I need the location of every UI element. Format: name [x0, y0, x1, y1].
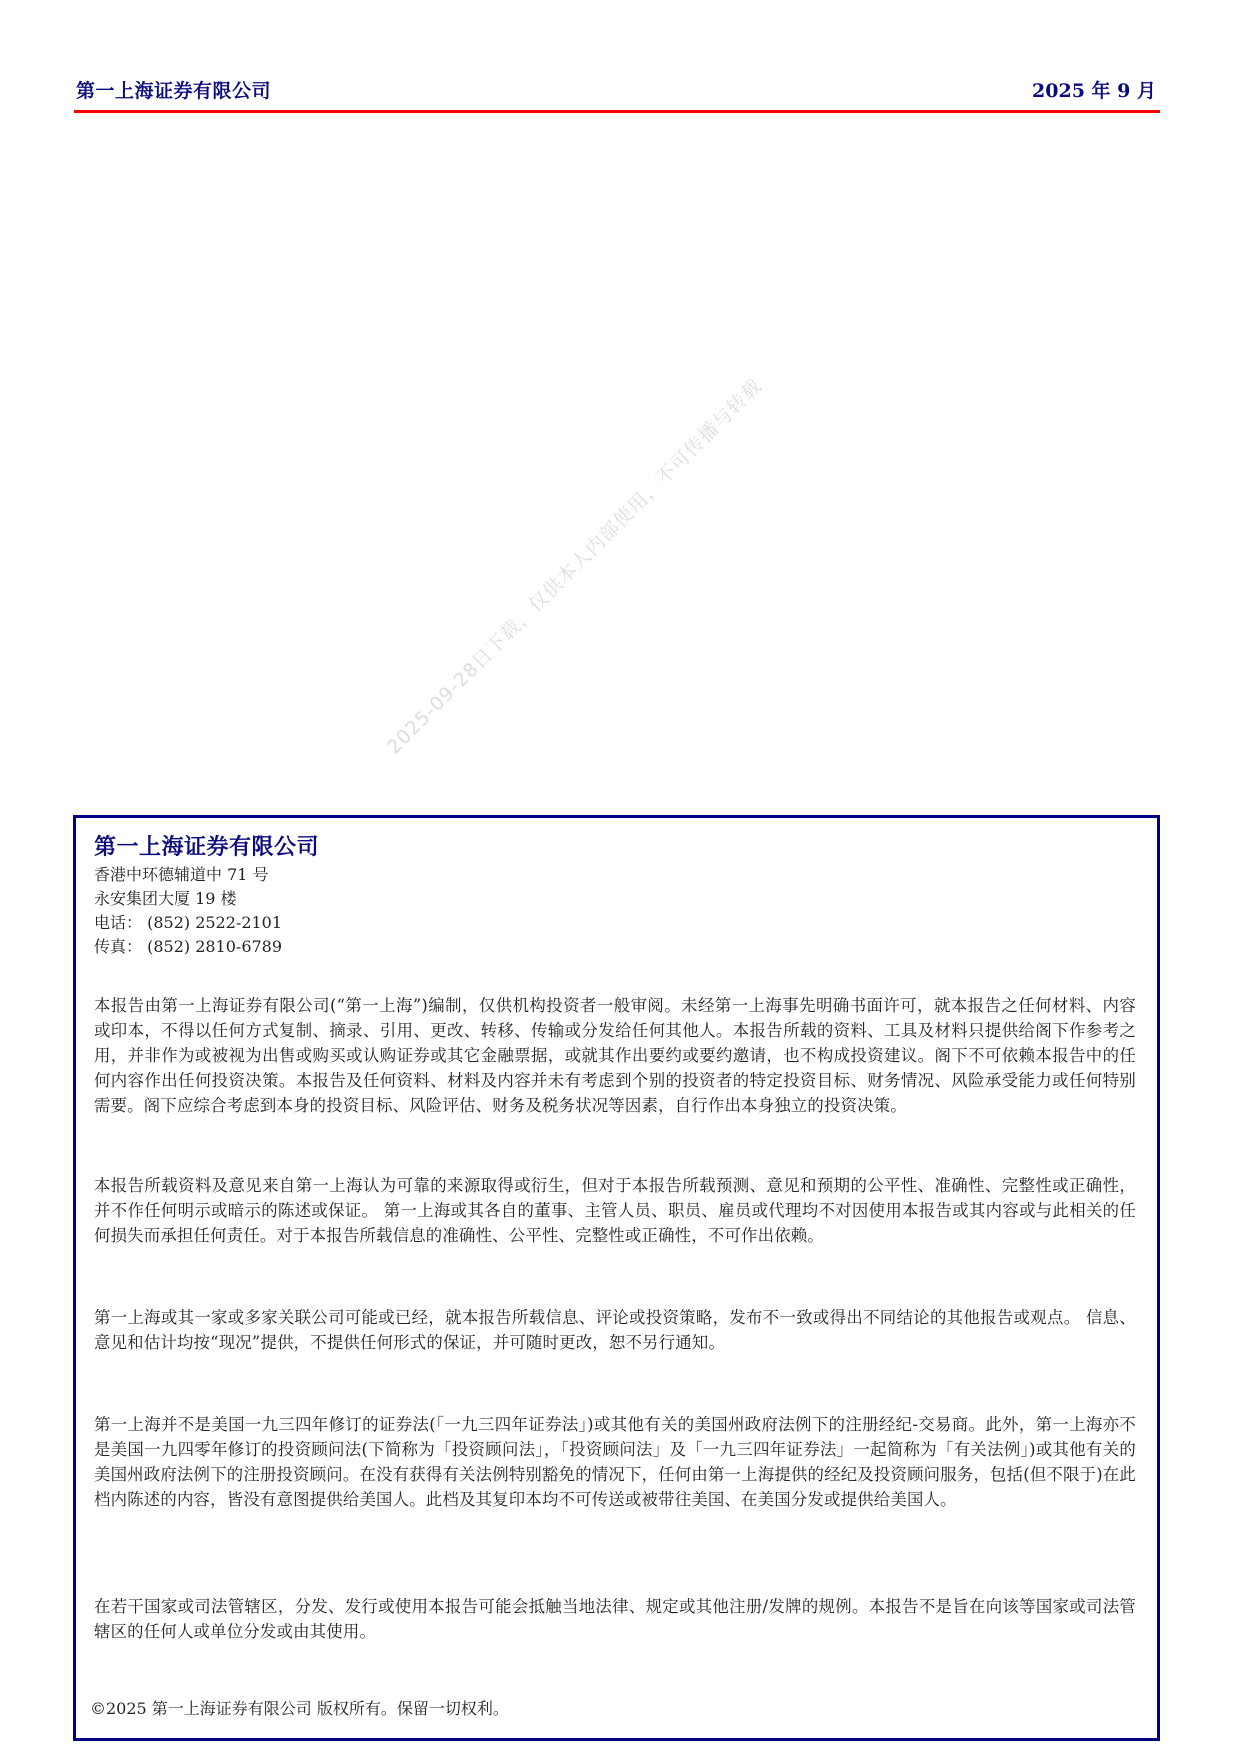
disclaimer-paragraph-us-persons: 第一上海并不是美国一九三四年修订的证券法(「一九三四年证券法」)或其他有关的美国州政府法例下的注册经纪-交易商。此外，第一上海亦不是美国一九四零年修订的投资顾问法(下简称为「投资顾问法」，「投资顾问法」及「一九三四年证券法」一起简称为「有关法例」)或其他有关的美国州政府法例下的注册投资顾问。在没有获得有关法例特别豁免的情况下，任何由第一上海提供的经纪及投资顾问服务，包括(但不限于)在此档内陈述的内容，皆没有意图提供给美国人。此档及其复印本均不可传送或被带往美国、在美国分发或提供给美国人。	[94, 1415, 1136, 1509]
header-divider	[74, 110, 1160, 113]
download-watermark: 2025-09-28日下载，仅供本人内部使用，不可传播与转载	[382, 374, 767, 759]
disclaimer-box	[73, 815, 1160, 1741]
copyright-notice: ©2025 第一上海证券有限公司 版权所有。保留一切权利。	[90, 1699, 509, 1718]
address-line-1: 香港中环德辅道中 71 号	[94, 865, 269, 884]
disclaimer-paragraph-affiliates: 第一上海或其一家或多家关联公司可能或已经，就本报告所载信息、评论或投资策略，发布不一致或得出不同结论的其他报告或观点。 信息、意见和估计均按“现况”提供，不提供任何形式的保证，并可随时更改，恕不另行通知。	[94, 1308, 1136, 1352]
disclaimer-paragraph-accuracy: 本报告所载资料及意见来自第一上海认为可靠的来源取得或衍生，但对于本报告所载预测、意见和预期的公平性、准确性、完整性或正确性，并不作任何明示或暗示的陈述或保证。 第一上海或其各自的董事、主管人员、职员、雇员或代理均不对因使用本报告或其内容或与此相关的任何损失而承担任何责任。对于本报告所载信息的准确性、公平性、完整性或正确性，不可作出依赖。	[94, 1176, 1136, 1245]
page-header	[74, 74, 1160, 104]
address-line-2: 永安集团大厦 19 楼	[94, 889, 237, 908]
disclaimer-paragraph-usage: 本报告由第一上海证券有限公司(“第一上海”)编制，仅供机构投资者一般审阅。未经第一上海事先明确书面许可，就本报告之任何材料、内容或印本，不得以任何方式复制、摘录、引用、更改、转移、传输或分发给任何其他人。本报告所载的资料、工具及材料只提供给阁下作参考之用，并非作为或被视为出售或购买或认购证券或其它金融票据，或就其作出要约或要约邀请，也不构成投资建议。阁下不可依赖本报告中的任何内容作出任何投资决策。本报告及任何资料、材料及内容并未有考虑到个别的投资者的特定投资目标、财务情况、风险承受能力或任何特别需要。阁下应综合考虑到本身的投资目标、风险评估、财务及税务状况等因素，自行作出本身独立的投资决策。	[94, 996, 1136, 1115]
fax-number: 传真： (852) 2810-6789	[94, 937, 283, 956]
header-company-name: 第一上海证券有限公司	[76, 80, 272, 102]
company-address	[94, 863, 282, 959]
disclaimer-paragraph-jurisdictions: 在若干国家或司法管辖区，分发、发行或使用本报告可能会抵触当地法律、规定或其他注册/发牌的规例。本报告不是旨在向该等国家或司法管辖区的任何人或单位分发或由其使用。	[94, 1597, 1136, 1641]
box-company-title: 第一上海证券有限公司	[94, 835, 320, 860]
phone-number: 电话： (852) 2522-2101	[94, 913, 283, 932]
header-date: 2025 年 9 月	[1032, 80, 1156, 102]
